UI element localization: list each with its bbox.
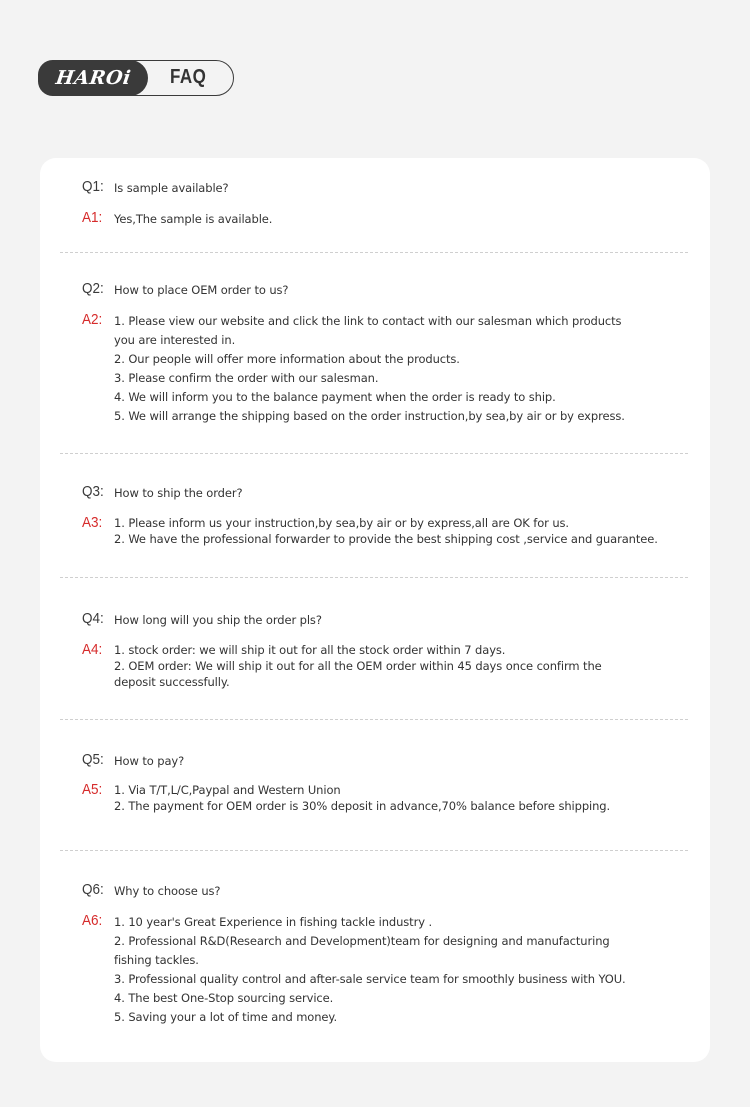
answer-line: Yes,The sample is available.: [114, 212, 273, 226]
question-text: Why to choose us?: [114, 884, 221, 898]
answer-line: 1. Please inform us your instruction,by sea,by air or by express,all are OK for us.: [114, 516, 569, 530]
answer-text: [114, 913, 674, 1027]
divider: [60, 252, 688, 253]
question-text: How to ship the order?: [114, 486, 243, 500]
divider: [60, 453, 688, 454]
answer-line: 4. We will inform you to the balance payment when the order is ready to ship.: [114, 390, 556, 404]
faq-item-5: [82, 751, 682, 813]
answer-line: 5. We will arrange the shipping based on the order instruction,by sea,by air or by express.: [114, 409, 625, 423]
answer-label: A6:: [82, 912, 103, 929]
page-title: FAQ: [170, 66, 207, 88]
question-label: Q3:: [82, 483, 104, 500]
answer-line: you are interested in.: [114, 333, 236, 347]
answer-line: 2. OEM order: We will ship it out for all the OEM order within 45 days once confirm the: [114, 659, 602, 673]
question-row: [82, 280, 682, 300]
faq-item-1: [82, 178, 682, 226]
answer-text: [114, 782, 674, 814]
answer-label: A4:: [82, 641, 103, 658]
faq-card: [40, 158, 710, 1062]
answer-label: A3:: [82, 514, 103, 531]
answer-line: 1. stock order: we will ship it out for all the stock order within 7 days.: [114, 643, 506, 657]
answer-line: 1. 10 year's Great Experience in fishing tackle industry .: [114, 915, 433, 929]
question-row: [82, 751, 682, 771]
question-row: [82, 881, 682, 901]
answer-line: 3. Professional quality control and after-sale service team for smoothly business with YOU.: [114, 972, 626, 986]
answer-line: 4. The best One-Stop sourcing service.: [114, 991, 334, 1005]
answer-line: 2. Professional R&D(Research and Development)team for designing and manufacturing: [114, 934, 610, 948]
brand-logo: [38, 60, 148, 96]
brand-logo-text: HAROi: [54, 67, 132, 89]
answer-line: deposit successfully.: [114, 675, 230, 689]
answer-label: A5:: [82, 781, 103, 798]
answer-line: fishing tackles.: [114, 953, 199, 967]
faq-item-3: [82, 483, 682, 546]
answer-line: 2. The payment for OEM order is 30% deposit in advance,70% balance before shipping.: [114, 799, 611, 813]
question-label: Q2:: [82, 280, 104, 297]
faq-item-6: [82, 881, 682, 1024]
answer-label: A2:: [82, 311, 103, 328]
answer-line: 1. Via T/T,L/C,Paypal and Western Union: [114, 783, 341, 797]
question-label: Q5:: [82, 751, 104, 768]
faq-item-2: [82, 280, 682, 423]
question-label: Q4:: [82, 610, 104, 627]
answer-text: [114, 642, 674, 690]
question-label: Q1:: [82, 178, 104, 195]
faq-header: [38, 60, 234, 96]
answer-line: 5. Saving your a lot of time and money.: [114, 1010, 338, 1024]
divider: [60, 577, 688, 578]
answer-line: 2. We have the professional forwarder to provide the best shipping cost ,service and guarantee.: [114, 532, 658, 546]
answer-text: [114, 515, 674, 547]
question-row: [82, 178, 682, 198]
question-text: Is sample available?: [114, 181, 229, 195]
question-text: How to pay?: [114, 754, 185, 768]
divider: [60, 850, 688, 851]
question-text: How long will you ship the order pls?: [114, 613, 322, 627]
faq-item-4: [82, 610, 682, 689]
question-row: [82, 483, 682, 503]
answer-line: 1. Please view our website and click the link to contact with our salesman which products: [114, 314, 622, 328]
answer-line: 2. Our people will offer more information about the products.: [114, 352, 460, 366]
answer-line: 3. Please confirm the order with our salesman.: [114, 371, 379, 385]
question-row: [82, 610, 682, 630]
question-label: Q6:: [82, 881, 104, 898]
divider: [60, 719, 688, 720]
question-text: How to place OEM order to us?: [114, 283, 289, 297]
answer-text: [114, 210, 674, 229]
answer-label: A1:: [82, 209, 103, 226]
answer-text: [114, 312, 674, 426]
